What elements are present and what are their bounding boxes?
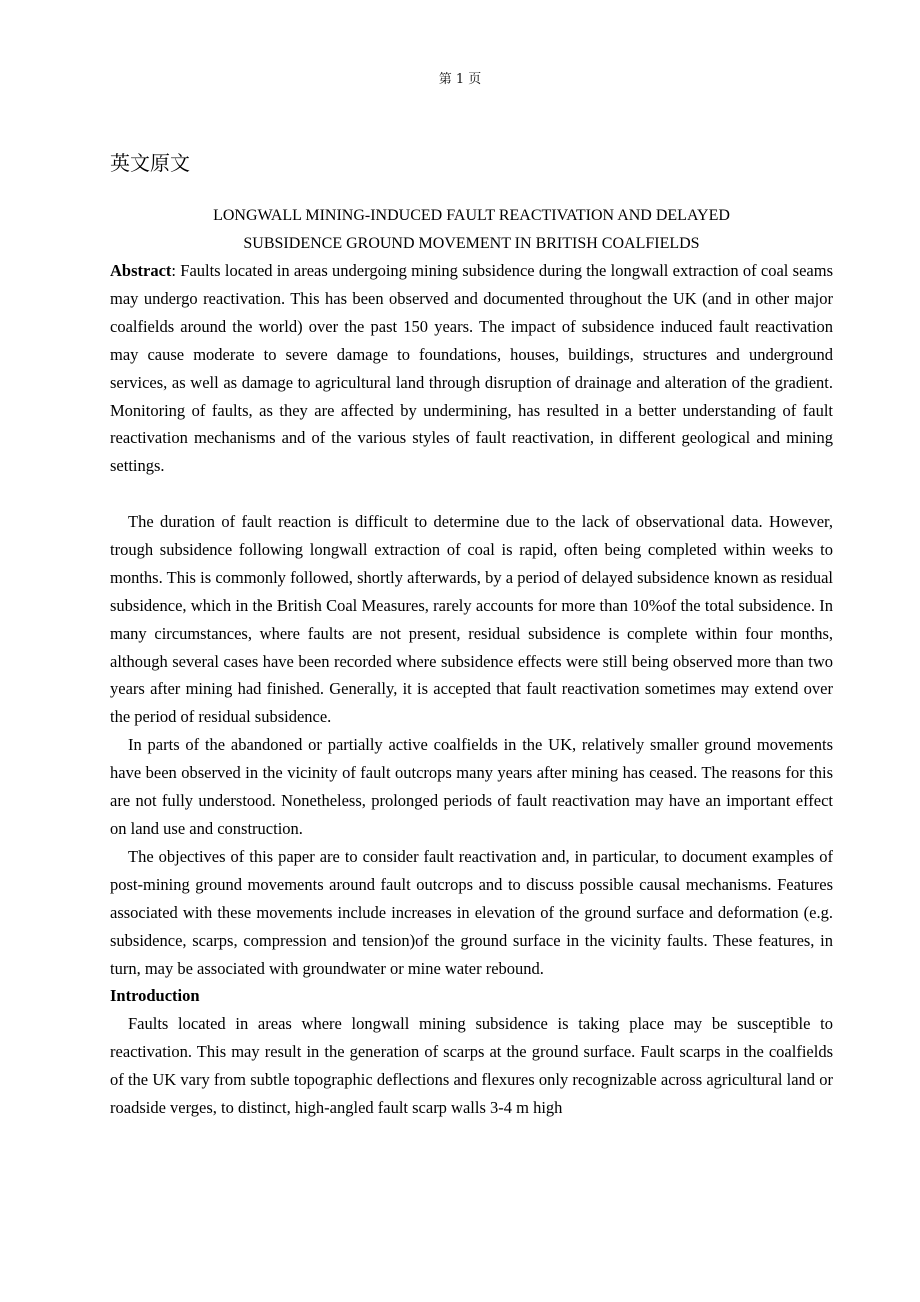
paper-title-line-2: SUBSIDENCE GROUND MOVEMENT IN BRITISH COALFIELDS [243,235,700,252]
body-paragraph-2: In parts of the abandoned or partially active coalfields in the UK, relatively smaller ground movements have been observed in the vicinity of fault outcrops many years after mining has ceased. The reasons for this are not fully understood. Nonetheless, prolonged periods of fault reactivation may have an important effect on land use and construction. [110,735,833,838]
paper-title-line-1: LONGWALL MINING-INDUCED FAULT REACTIVATION AND DELAYED [213,207,730,224]
body-paragraph-3: The objectives of this paper are to consider fault reactivation and, in particular, to document examples of post-mining ground movements around fault outcrops and to discuss possible causal mechanisms. Features associated with these movements include increases in elevation of the ground surface and deformation (e.g. subsidence, scarps, compression and tension)of the ground surface in the vicinity faults. These features, in turn, may be associated with groundwater or mine water rebound. [110,846,833,978]
introduction-paragraph: Faults located in areas where longwall mining subsidence is taking place may be susceptible to reactivation. This may result in the generation of scarps at the ground surface. Fault scarps in the coalfields of the UK vary from subtle topographic deflections and flexures only recognizable across agricultural land or roadside verges, to distinct, high-angled fault scarp walls 3-4 m high [110,1014,833,1118]
abstract-text: : Faults located in areas undergoing mining subsidence during the longwall extraction of coal seams may undergo reactivation. This has been observed and documented throughout the UK (and in other major coalfields around the world) over the past 150 years. The impact of subsidence induced fault reactivation may cause moderate to severe damage to foundations, houses, buildings, structures and underground services, as well as damage to agricultural land through disruption of drainage and alteration of the gradient. Monitoring of faults, as they are affected by undermining, has resulted in a better understanding of fault reactivation mechanisms and of the various styles of fault reactivation, in different geological and mining settings. [110,261,833,476]
abstract-paragraph [110,257,833,480]
body-paragraph-1: The duration of fault reaction is difficult to determine due to the lack of observational data. However, trough subsidence following longwall extraction of coal is rapid, often being completed within weeks to months. This is commonly followed, shortly afterwards, by a period of delayed subsidence known as residual subsidence, which in the British Coal Measures, rarely accounts for more than 10%of the total subsidence. In many circumstances, where faults are not present, residual subsidence is complete within four months, although several cases have been recorded where subsidence effects were still being observed more than two years after mining had finished. Generally, it is accepted that fault reactivation sometimes may extend over the period of residual subsidence. [110,512,833,727]
paper-title [110,202,833,258]
introduction-heading: Introduction [110,986,200,1006]
page-number: 第 1 页 [438,72,482,87]
abstract-block [110,257,833,480]
abstract-label: Abstract [110,261,172,280]
section-heading: 英文原文 [110,151,190,175]
body-block [110,508,833,1122]
